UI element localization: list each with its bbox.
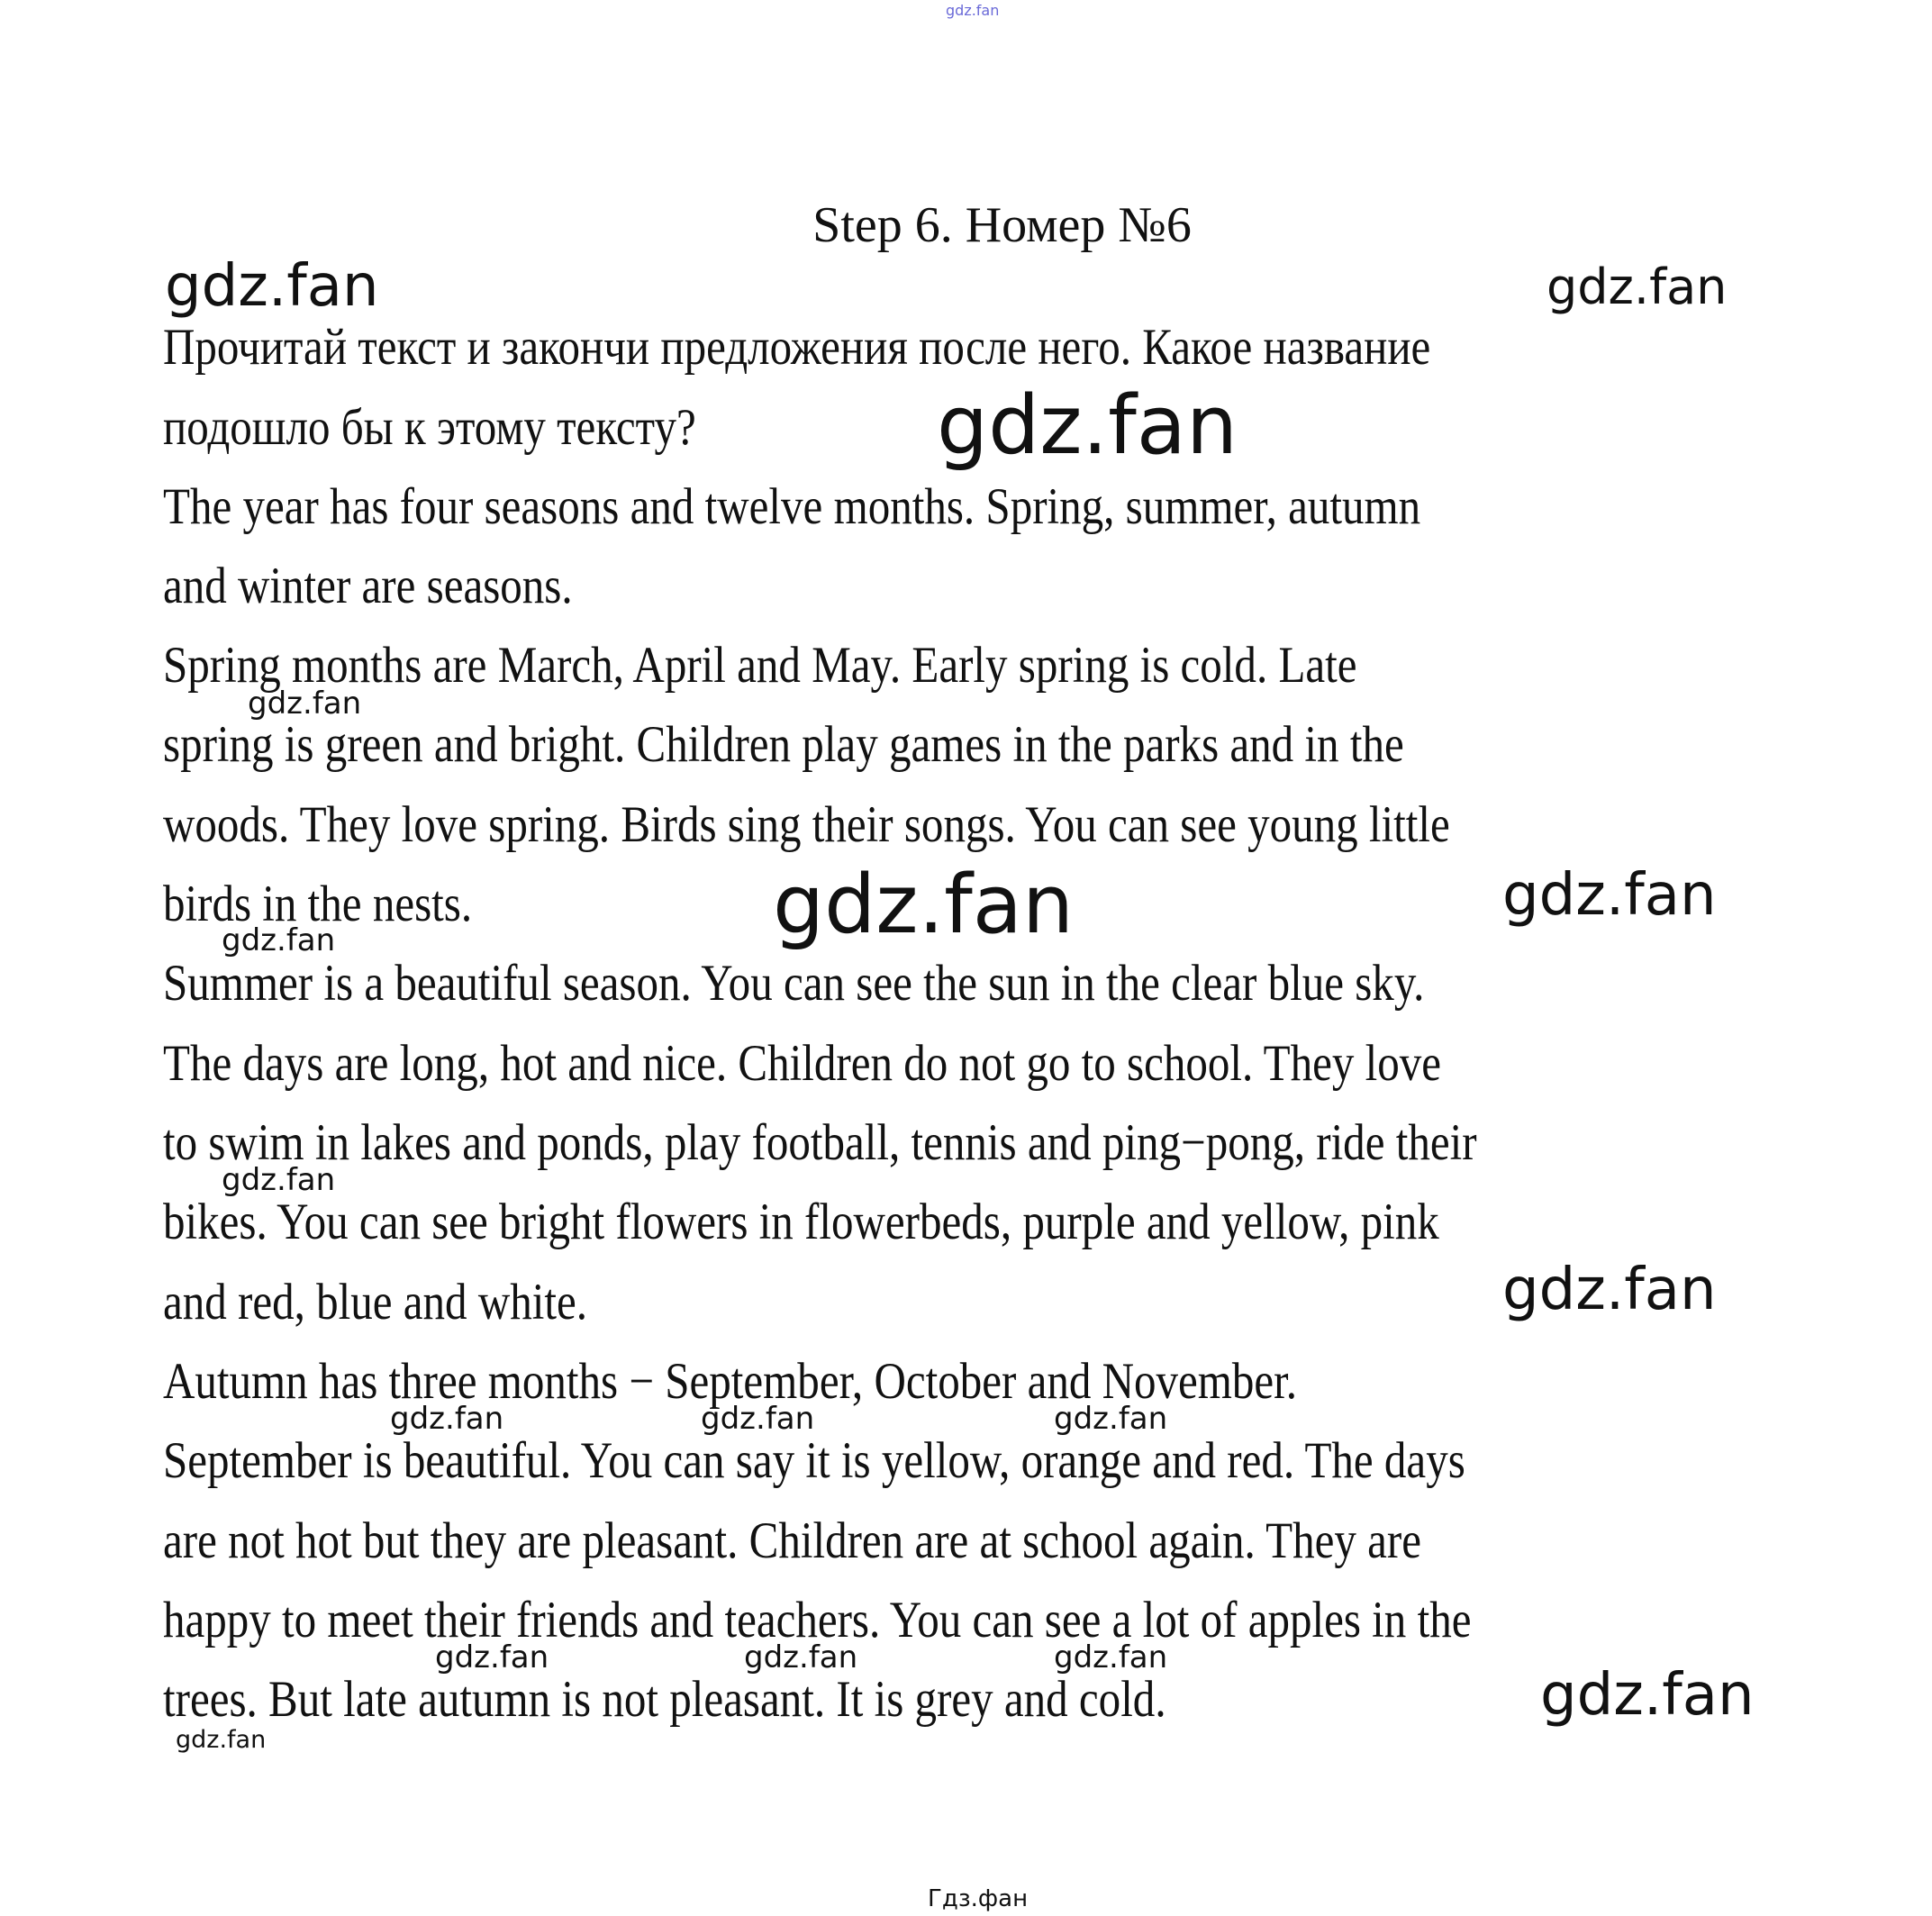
text-line: and red, blue and white.: [163, 1274, 587, 1330]
text-line: happy to meet their friends and teachers. You can see a lot of apples in the: [163, 1592, 1472, 1648]
watermark: gdz.fan: [937, 378, 1238, 473]
watermark: gdz.fan: [176, 1726, 267, 1754]
watermark: gdz.fan: [1547, 259, 1728, 315]
page-title: Step 6. Номер №6: [812, 197, 1192, 253]
watermark: gdz.fan: [165, 253, 379, 320]
text-line: The year has four seasons and twelve months. Spring, summer, autumn: [163, 478, 1421, 535]
text-line: The days are long, hot and nice. Children do not go to school. They love: [163, 1035, 1442, 1092]
watermark: gdz.fan: [248, 686, 362, 722]
instruction-line: подошло бы к этому тексту?: [163, 399, 696, 456]
watermark: gdz.fan: [222, 1162, 336, 1198]
watermark: gdz.fan: [1054, 1639, 1168, 1675]
watermark: gdz.fan: [773, 858, 1074, 952]
text-line: woods. They love spring. Birds sing their songs. You can see young little: [163, 796, 1450, 853]
text-line: Spring months are March, April and May. Early spring is cold. Late: [163, 637, 1357, 694]
header-watermark: gdz.fan: [946, 2, 1000, 19]
watermark: gdz.fan: [1502, 862, 1717, 929]
watermark: gdz.fan: [701, 1401, 815, 1437]
text-line: Autumn has three months − September, October and November.: [163, 1353, 1298, 1410]
text-line: birds in the nests.: [163, 876, 473, 932]
footer-text: Гдз.фан: [928, 1885, 1029, 1912]
text-line: bikes. You can see bright flowers in flowerbeds, purple and yellow, pink: [163, 1194, 1439, 1250]
text-line: and winter are seasons.: [163, 558, 573, 614]
text-line: to swim in lakes and ponds, play football, tennis and ping−pong, ride their: [163, 1114, 1477, 1171]
instruction-line: Прочитай текст и закончи предложения после него. Какое название: [163, 319, 1431, 376]
text-line: are not hot but they are pleasant. Children are at school again. They are: [163, 1512, 1422, 1569]
watermark: gdz.fan: [1502, 1257, 1717, 1323]
text-line: trees. But late autumn is not pleasant. It is grey and cold.: [163, 1671, 1166, 1728]
watermark: gdz.fan: [1540, 1662, 1755, 1729]
text-line: Summer is a beautiful season. You can see the sun in the clear blue sky.: [163, 955, 1425, 1012]
watermark: gdz.fan: [744, 1639, 858, 1675]
watermark: gdz.fan: [435, 1639, 549, 1675]
watermark: gdz.fan: [1054, 1401, 1168, 1437]
text-line: spring is green and bright. Children play games in the parks and in the: [163, 716, 1404, 773]
text-line: September is beautiful. You can say it is yellow, orange and red. The days: [163, 1432, 1465, 1489]
watermark: gdz.fan: [390, 1401, 504, 1437]
watermark: gdz.fan: [222, 922, 336, 958]
